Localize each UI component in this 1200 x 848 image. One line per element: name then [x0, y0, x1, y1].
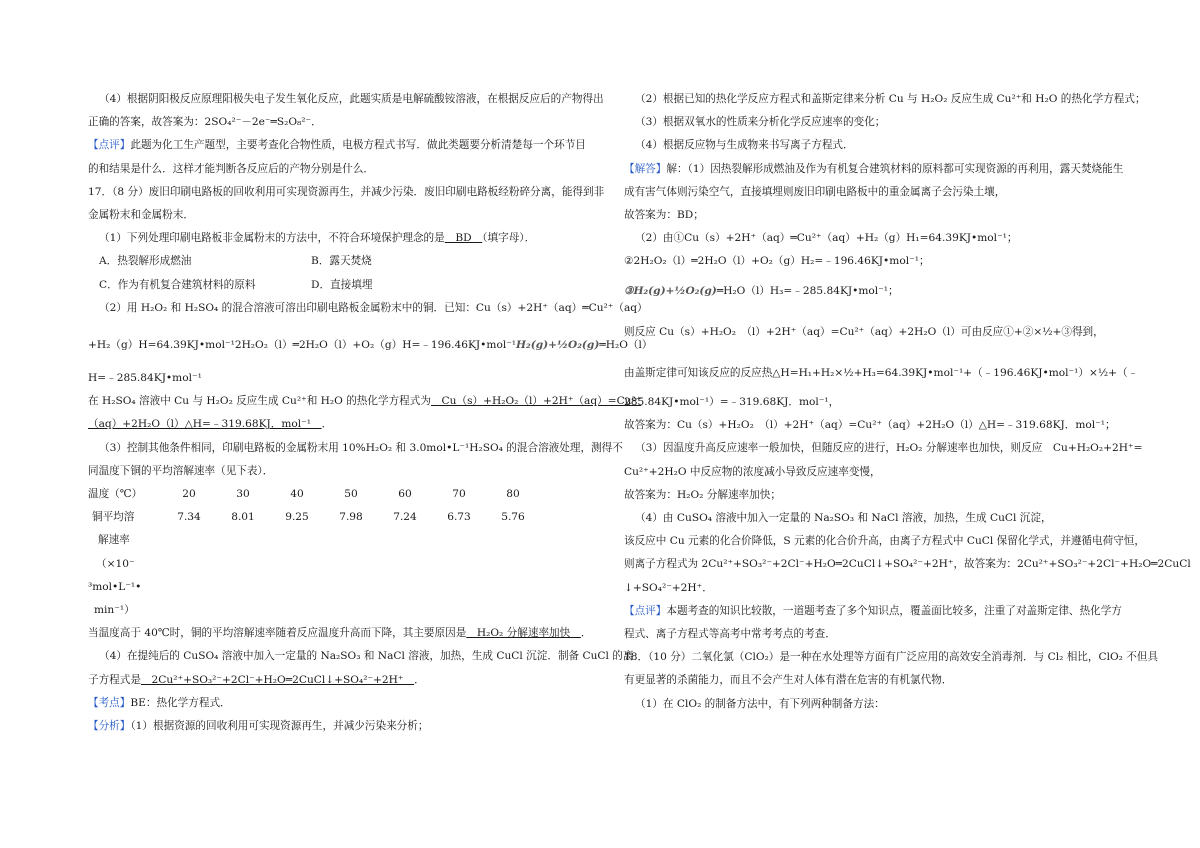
table-header: 解速率 — [98, 534, 130, 547]
analysis-line — [88, 715, 588, 738]
text-line — [88, 669, 588, 692]
table-header: 温度（℃） — [88, 488, 143, 500]
options-row — [88, 250, 588, 273]
text-line — [88, 334, 653, 357]
text-line: （4）在提纯后的 CuSO₄ 溶液中加入一定量的 Na₂SO₃ 和 NaCl 溶液，加热，生成 CuCl 沉淀．制备 CuCl 的离 — [99, 650, 634, 663]
table-cell: 80 — [506, 488, 520, 500]
topic-line — [88, 692, 588, 715]
text-line: 同温度下铜的平均溶解速率（见下表）． — [88, 464, 274, 477]
comment-line — [624, 600, 1128, 623]
comment-text: 此题为化工生产题型，主要考查化合物性质，电极方程式书写．做此类题要分析清楚每一个环节目 — [130, 139, 586, 152]
text-line: 有更显著的杀菌能力，而且不会产生对人体有潜在危害的有机氯代物． — [624, 674, 953, 687]
text-line: （2）由①Cu（s）+2H⁺（aq）═Cu²⁺（aq）+H₂（g）H₁=64.39KJ•mol⁻¹； — [635, 232, 1018, 245]
table-row — [88, 483, 540, 506]
text-line — [88, 622, 592, 645]
answer-blank: H₂O₂ 分解速率加快 — [466, 627, 581, 640]
table-cell: 70 — [452, 488, 466, 500]
table-cell: 30 — [236, 488, 250, 500]
text-line — [88, 227, 588, 250]
table-cell: 7.98 — [339, 511, 363, 524]
question-text: （填字母）． — [482, 232, 536, 245]
text-line — [88, 390, 642, 413]
text-line: 285.84KJ•mol⁻¹）=﹣319.68KJ．mol⁻¹， — [624, 396, 840, 409]
analysis-text: （1）根据资源的回收利用可实现资源再生，并减少污染来分析； — [130, 719, 429, 732]
answer-text: 解：（1）因热裂解形成燃油及作为有机复合建筑材料的原料都可实现资源的再利用，露天焚烧能生 — [666, 162, 1124, 175]
comment-tag: 【点评】 — [88, 139, 131, 152]
topic-tag: 【考点】 — [88, 696, 131, 709]
text-line: ↓+SO₄²⁻+2H⁺． — [624, 581, 713, 594]
text-line: 的和结果是什么．这样才能判断各反应后的产物分别是什么． — [88, 162, 375, 175]
text-line: 成有害气体则污染空气，直接填埋则废旧印刷电路板中的重金属离子会污染土壤， — [624, 185, 1006, 198]
table-cell: 40 — [290, 488, 304, 500]
options-row — [88, 274, 588, 297]
question-text: ． — [321, 418, 333, 431]
comment-line — [88, 134, 588, 157]
table-header: 铜平均溶 — [92, 511, 135, 524]
question-18-title: 18．（10 分）二氧化氯（ClO₂）是一种在水处理等方面有广泛应用的高效安全消毒剂．与 Cl₂ 相比，ClO₂ 不但具 — [624, 651, 1159, 664]
option-b: B．露天焚烧 — [311, 255, 372, 268]
text-line — [88, 413, 588, 436]
comment-text: 本题考查的知识比较散，一道题考查了多个知识点，覆盖面比较多，注重了对盖斯定律、热化学方 — [666, 604, 1122, 617]
answer-blank: （aq）+2H₂O（l）△H=﹣319.68KJ．mol⁻¹ — [88, 418, 322, 431]
analysis-tag: 【分析】 — [88, 719, 131, 732]
rate-table — [88, 483, 540, 622]
text-line: （2）用 H₂O₂ 和 H₂SO₄ 的混合溶液可溶出印刷电路板金属粉末中的铜．已知：Cu（s）+2H⁺（aq）═Cu²⁺（aq） — [99, 301, 648, 314]
table-cell: 9.25 — [285, 511, 309, 524]
question-text: ． — [580, 627, 592, 640]
question-text: 当温度高于 40℃时，铜的平均溶解速率随着反应温度升高而下降，其主要原因是 — [88, 627, 467, 640]
answer-tag: 【解答】 — [624, 162, 667, 175]
table-cell: 6.73 — [447, 511, 471, 524]
text-line: 程式、离子方程式等高考中常考考点的考查． — [624, 627, 836, 640]
text-line: （3）因温度升高反应速率一般加快，但随反应的进行，H₂O₂ 分解速率也加快，则反应 Cu+H₂O₂+2H⁺= — [635, 442, 1143, 455]
text-line: （4）根据阴阳极反应原理阳极失电子发生氧化反应，此题实质是电解硫酸铵溶液，在根据反应后的产物得出 — [99, 93, 604, 105]
table-cell: 50 — [344, 488, 358, 500]
question-text: ． — [414, 673, 425, 686]
option-d: D．直接填埋 — [311, 278, 373, 291]
table-header: （×10⁻ — [96, 557, 135, 570]
text-line: （1）在 ClO₂ 的制备方法中，有下列两种制备方法： — [635, 697, 885, 710]
question-text: （1）下列处理印刷电路板非金属粉末的方法中，不符合环境保护理念的是 — [99, 232, 445, 245]
right-column — [624, 88, 1191, 716]
equation-text: ═H₂O（l）H₃=﹣285.84KJ•mol⁻¹； — [716, 284, 899, 297]
text-line: 故答案为：Cu（s）+H₂O₂ （l）+2H⁺（aq）=Cu²⁺（aq）+2H₂O（l）△H=﹣319.68KJ．mol⁻¹； — [624, 419, 1116, 432]
text-line: （4）由 CuSO₄ 溶液中加入一定量的 Na₂SO₃ 和 NaCl 溶液，加热，生成 CuCl 沉淀， — [635, 512, 1052, 524]
equation-text: ═H₂O（l） — [599, 338, 653, 351]
text-line: 故答案为：H₂O₂ 分解速率加快； — [624, 488, 781, 501]
text-line: （2）根据已知的热化学反应方程式和盖斯定律来分析 Cu 与 H₂O₂ 反应生成 Cu²⁺和 H₂O 的热化学方程式； — [635, 93, 1146, 105]
topic-text: BE：热化学方程式． — [130, 696, 231, 709]
table-cell: 60 — [398, 488, 412, 500]
question-text: 在 H₂SO₄ 溶液中 Cu 与 H₂O₂ 反应生成 Cu²⁺和 H₂O 的热化学方程式为 — [88, 395, 431, 408]
equation-text: +H₂（g）H=64.39KJ•mol⁻¹2H₂O₂（l）═2H₂O（l）+O₂（g）H=﹣196.46KJ•mol⁻¹ — [88, 338, 517, 351]
answer-blank: Cu（s）+H₂O₂（l）+2H⁺（aq）=Cu²⁺ — [430, 395, 642, 408]
text-line: 故答案为：BD； — [624, 208, 704, 221]
text-line: 则离子方程式为 2Cu²⁺+SO₃²⁻+2Cl⁻+H₂O═2CuCl↓+SO₄²⁻+2H⁺，故答案为：2Cu²⁺+SO₃²⁻+2Cl⁻+H₂O═2CuCl — [624, 558, 1191, 571]
table-cell: 5.76 — [501, 511, 525, 524]
formula-image: ③H₂(g)+½O₂(g) — [624, 284, 717, 297]
question-text: 子方程式是 — [88, 673, 141, 686]
text-line: （3）控制其他条件相同，印刷电路板的金属粉末用 10%H₂O₂ 和 3.0mol•L⁻¹H₂SO₄ 的混合溶液处理，测得不 — [99, 441, 623, 454]
table-row — [88, 506, 540, 529]
table-header: ³mol•L⁻¹• — [88, 580, 142, 593]
text-line: 该反应中 Cu 元素的化合价降低，S 元素的化合价升高，由离子方程式中 CuCl 保留化学式，并遵循电荷守恒， — [624, 535, 1145, 548]
text-line: Cu²⁺+2H₂O 中反应物的浓度减小导致反应速率变慢， — [624, 465, 881, 478]
question-17-title: 17．（8 分）废旧印刷电路板的回收利用可实现资源再生，并减少污染．废旧印刷电路板经粉碎分离，能得到非 — [88, 185, 605, 198]
table-header: min⁻¹） — [94, 604, 135, 617]
text-line: （3）根据双氧水的性质来分析化学反应速率的变化； — [635, 116, 886, 129]
text-line: 正确的答案，故答案为：2SO₄²⁻－2e⁻═S₂O₈²⁻． — [88, 116, 322, 129]
answer-line — [624, 158, 1128, 181]
table-cell: 20 — [182, 488, 196, 500]
text-line: 金属粉末和金属粉末． — [88, 208, 194, 221]
answer-blank: 2Cu²⁺+SO₃²⁻+2Cl⁻+H₂O═2CuCl↓+SO₄²⁻+2H⁺ — [140, 673, 415, 686]
text-line: （4）根据反应物与生成物来书写离子方程式． — [635, 139, 854, 152]
text-line: 由盖斯定律可知该反应的反应热△H=H₁+H₂×½+H₃=64.39KJ•mol⁻¹+（﹣196.46KJ•mol⁻¹）×½+（﹣ — [624, 366, 1139, 379]
text-line: H=﹣285.84KJ•mol⁻¹ — [88, 372, 202, 385]
option-c: C．作为有机复合建筑材料的原料 — [99, 278, 256, 291]
formula-image: H₂(g)+½O₂(g) — [516, 338, 600, 351]
comment-tag: 【点评】 — [624, 604, 667, 617]
table-cell: 7.34 — [177, 511, 201, 524]
table-cell: 8.01 — [231, 511, 255, 524]
answer-blank: BD — [444, 232, 483, 245]
text-line: 则反应 Cu（s）+H₂O₂ （l）+2H⁺（aq）=Cu²⁺（aq）+2H₂O（l）可由反应①+②×½+③得到， — [624, 325, 1104, 338]
table-cell: 7.24 — [393, 511, 417, 524]
option-a: A．热裂解形成燃油 — [99, 255, 192, 268]
text-line: ②2H₂O₂（l）═2H₂O（l）+O₂（g）H₂=﹣196.46KJ•mol⁻¹； — [624, 255, 930, 268]
text-line — [624, 280, 1128, 303]
